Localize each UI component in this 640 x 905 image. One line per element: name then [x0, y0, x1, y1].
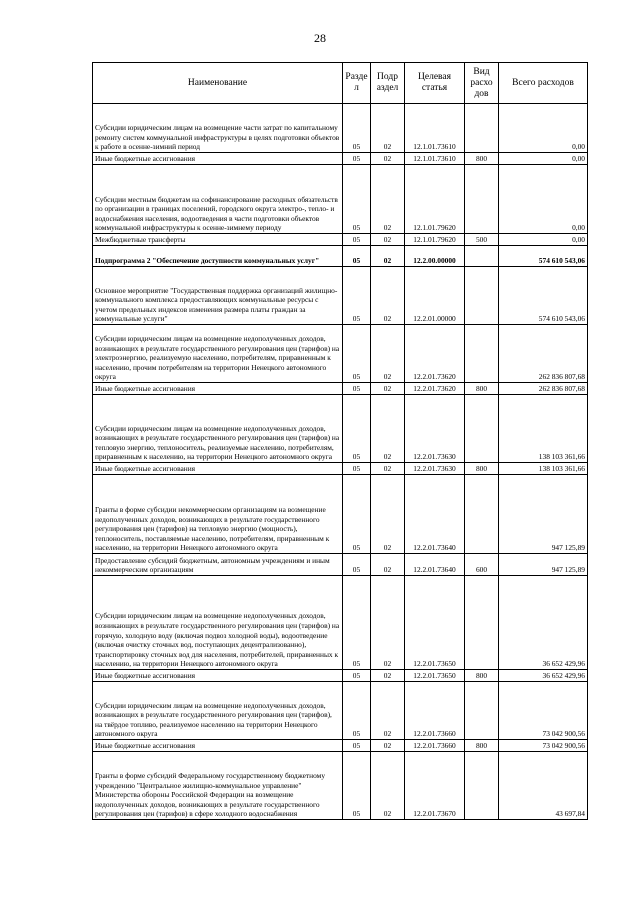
row-expense-type: 600: [465, 554, 499, 576]
row-target: 12.2.01.73630: [405, 463, 465, 475]
header-target: Целевая статья: [405, 63, 465, 104]
row-expense-type: [465, 165, 499, 234]
row-total: 73 042 900,56: [499, 740, 588, 752]
row-section: 05: [343, 267, 371, 325]
row-subsection: 02: [371, 554, 405, 576]
row-total: 947 125,89: [499, 475, 588, 554]
row-expense-type: [465, 752, 499, 820]
row-name: Предоставление субсидий бюджетным, автономным учреждениям и иным некоммерческим организациям: [93, 554, 343, 576]
row-section: 05: [343, 682, 371, 740]
header-total: Всего расходов: [499, 63, 588, 104]
table-row: [93, 554, 588, 576]
row-subsection: 02: [371, 395, 405, 463]
row-target: 12.2.01.73670: [405, 752, 465, 820]
row-total: 947 125,89: [499, 554, 588, 576]
row-total: 0,00: [499, 104, 588, 153]
row-target: 12.2.01.73660: [405, 740, 465, 752]
row-section: 05: [343, 752, 371, 820]
row-total: 138 103 361,66: [499, 395, 588, 463]
row-target: 12.2.00.00000: [405, 246, 465, 267]
row-target: 12.2.01.73630: [405, 395, 465, 463]
row-target: 12.2.01.73650: [405, 670, 465, 682]
row-total: 0,00: [499, 234, 588, 246]
table-row: [93, 682, 588, 740]
table-row: [93, 475, 588, 554]
table-row: [93, 463, 588, 475]
table-row: [93, 576, 588, 670]
table-row: [93, 752, 588, 820]
header-section: Разде л: [343, 63, 371, 104]
table-row: [93, 104, 588, 153]
row-target: 12.2.01.73660: [405, 682, 465, 740]
row-total: 36 652 429,96: [499, 670, 588, 682]
row-target: 12.1.01.73610: [405, 153, 465, 165]
row-section: 05: [343, 383, 371, 395]
row-expense-type: 800: [465, 153, 499, 165]
row-total: 36 652 429,96: [499, 576, 588, 670]
row-name: Субсидии юридическим лицам на возмещение части затрат по капитальному ремонту систем коммунальной инфраструктуры в целях подготовки объектов к работе в осенне-зимний период: [93, 104, 343, 153]
header-expense-type: Вид расхо дов: [465, 63, 499, 104]
page-number: 28: [314, 31, 326, 45]
row-expense-type: 800: [465, 740, 499, 752]
table-row: [93, 153, 588, 165]
row-expense-type: [465, 395, 499, 463]
row-target: 12.2.01.73640: [405, 554, 465, 576]
row-target: 12.2.01.73640: [405, 475, 465, 554]
row-name: Иные бюджетные ассигнования: [93, 153, 343, 165]
table-row: [93, 165, 588, 234]
row-subsection: 02: [371, 682, 405, 740]
row-name: Гранты в форме субсидии некоммерческим организациям на возмещение недополученных доходов, возникающих в результате государственного регулирования цен (тарифов) на тепловую энергию (мощность), теплоноситель, поставляемые населению, потребителям, приравненным к населению, на территории Ненецкого автономного округа: [93, 475, 343, 554]
row-subsection: 02: [371, 383, 405, 395]
row-total: 574 610 543,06: [499, 267, 588, 325]
row-expense-type: 500: [465, 234, 499, 246]
row-subsection: 02: [371, 234, 405, 246]
row-expense-type: [465, 325, 499, 383]
row-subsection: 02: [371, 165, 405, 234]
row-subsection: 02: [371, 153, 405, 165]
row-expense-type: [465, 682, 499, 740]
row-name: Субсидии юридическим лицам на возмещение недополученных доходов, возникающих в результате государственного регулирования цен (тарифов), на твёрдое топливо, реализуемое населению на территории Ненецкого автономного округа: [93, 682, 343, 740]
budget-table: [92, 62, 588, 820]
row-expense-type: 800: [465, 670, 499, 682]
row-target: 12.2.01.00000: [405, 267, 465, 325]
row-name: Подпрограмма 2 "Обеспечение доступности коммунальных услуг": [93, 246, 343, 267]
row-name: Субсидии юридическим лицам на возмещение недополученных доходов, возникающих в результате государственного регулирования цен (тарифов) на горячую, холодную воду (включая подвоз холодной воды), водоотведение (включая очистку сточных вод, поступающих децентрализованно), транспортировку сточных вод для населения, потребителей, приравненных к населению, на территории Ненецкого автономного округа: [93, 576, 343, 670]
row-subsection: 02: [371, 463, 405, 475]
row-subsection: 02: [371, 475, 405, 554]
row-target: 12.2.01.73620: [405, 325, 465, 383]
row-total: 73 042 900,56: [499, 682, 588, 740]
row-subsection: 02: [371, 104, 405, 153]
row-name: Субсидии юридическим лицам на возмещение недополученных доходов, возникающих в результате государственного регулирования цен (тарифов) на тепловую энергию, теплоноситель, реализуемые населению, потребителям, приравненным к населению, на территории Ненецкого автономного округа: [93, 395, 343, 463]
header-name: Наименование: [93, 63, 343, 104]
row-section: 05: [343, 325, 371, 383]
row-name: Межбюджетные трансферты: [93, 234, 343, 246]
row-target: 12.2.01.73650: [405, 576, 465, 670]
row-name: Основное мероприятие "Государственная поддержка организаций жилищно-коммунального комплекса предоставляющих коммунальные ресурсы с учетом предельных индексов изменения размера платы граждан за коммунальные услуги": [93, 267, 343, 325]
row-total: 0,00: [499, 153, 588, 165]
row-section: 05: [343, 165, 371, 234]
row-section: 05: [343, 475, 371, 554]
row-total: 574 610 543,06: [499, 246, 588, 267]
row-expense-type: [465, 475, 499, 554]
row-section: 05: [343, 395, 371, 463]
table-row: [93, 234, 588, 246]
row-total: 262 836 807,68: [499, 383, 588, 395]
row-section: 05: [343, 576, 371, 670]
row-target: 12.1.01.79620: [405, 234, 465, 246]
row-target: 12.2.01.73620: [405, 383, 465, 395]
row-section: 05: [343, 740, 371, 752]
row-section: 05: [343, 246, 371, 267]
header-subsection: Подр аздел: [371, 63, 405, 104]
table-row: [93, 325, 588, 383]
row-name: Иные бюджетные ассигнования: [93, 670, 343, 682]
row-total: 138 103 361,66: [499, 463, 588, 475]
row-section: 05: [343, 153, 371, 165]
row-subsection: 02: [371, 670, 405, 682]
table-row: [93, 246, 588, 267]
table-header-row: [93, 63, 588, 104]
row-total: 262 836 807,68: [499, 325, 588, 383]
row-target: 12.1.01.79620: [405, 165, 465, 234]
row-section: 05: [343, 670, 371, 682]
row-subsection: 02: [371, 325, 405, 383]
table-row: [93, 740, 588, 752]
row-section: 05: [343, 554, 371, 576]
table-row: [93, 670, 588, 682]
row-section: 05: [343, 234, 371, 246]
row-section: 05: [343, 104, 371, 153]
row-expense-type: 800: [465, 463, 499, 475]
row-total: 43 697,84: [499, 752, 588, 820]
row-name: Субсидии юридическим лицам на возмещение недополученных доходов, возникающих в результате государственного регулирования цен (тарифов) на электроэнергию, реализуемую населению, потребителям, приравненным к населению, прочим потребителям на территории Ненецкого автономного округа: [93, 325, 343, 383]
row-expense-type: [465, 104, 499, 153]
table-row: [93, 395, 588, 463]
row-name: Гранты в форме субсидий Федеральному государственному бюджетному учреждению "Центральное жилищно-коммунальное управление" Министерства обороны Российской Федерации на возмещение недополученных доходов, возникающих в результате государственного регулирования цен (тарифов) в сфере холодного водоснабжения: [93, 752, 343, 820]
row-expense-type: [465, 246, 499, 267]
table-row: [93, 267, 588, 325]
table-row: [93, 383, 588, 395]
row-name: Субсидии местным бюджетам на софинансирование расходных обязательств по организации в границах поселений, городского округа электро-, тепло- и водоснабжения населения, водоотведения в части подготовки объектов коммунальной инфраструктуры к осенне-зимнему периоду: [93, 165, 343, 234]
row-target: 12.1.01.73610: [405, 104, 465, 153]
row-subsection: 02: [371, 246, 405, 267]
row-expense-type: [465, 576, 499, 670]
row-subsection: 02: [371, 752, 405, 820]
row-subsection: 02: [371, 267, 405, 325]
row-expense-type: [465, 267, 499, 325]
row-name: Иные бюджетные ассигнования: [93, 383, 343, 395]
row-subsection: 02: [371, 740, 405, 752]
row-total: 0,00: [499, 165, 588, 234]
row-expense-type: 800: [465, 383, 499, 395]
row-name: Иные бюджетные ассигнования: [93, 740, 343, 752]
row-subsection: 02: [371, 576, 405, 670]
row-name: Иные бюджетные ассигнования: [93, 463, 343, 475]
row-section: 05: [343, 463, 371, 475]
